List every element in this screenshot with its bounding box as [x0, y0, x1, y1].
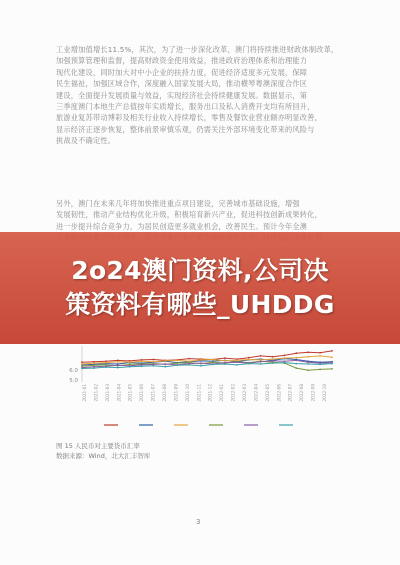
data-point [284, 355, 286, 357]
data-point [307, 369, 309, 371]
x-tick-label: 2021-06 [139, 384, 145, 402]
data-point [105, 366, 107, 368]
data-point [272, 362, 274, 364]
data-point [153, 365, 155, 367]
x-tick-label: 2021-01 [82, 384, 87, 402]
data-point [200, 359, 202, 361]
x-tick-label: 2021-05 [127, 384, 133, 402]
data-point [319, 352, 321, 354]
data-point [248, 363, 250, 365]
data-point [200, 365, 202, 367]
chart-legend [96, 420, 316, 430]
data-point [295, 363, 297, 365]
x-tick-label: 2022-10 [322, 384, 327, 402]
x-tick-label: 2022-07 [287, 384, 293, 402]
data-point [164, 360, 166, 362]
data-point [224, 360, 226, 362]
data-point [188, 364, 190, 366]
data-point [295, 360, 297, 362]
text-line: 发展韧性，推动产业结构优化升级，积极培育新兴产业，促进科技创新成果转化， [56, 210, 322, 220]
data-point [117, 361, 119, 363]
data-point [248, 357, 250, 359]
x-tick-label: 2021-09 [173, 384, 179, 402]
data-point [319, 355, 321, 357]
paragraph-1 [56, 44, 348, 147]
data-point [307, 351, 309, 353]
data-point [272, 358, 274, 360]
x-axis-labels [82, 382, 332, 418]
data-point [188, 358, 190, 360]
data-point [176, 362, 178, 364]
data-point [164, 363, 166, 365]
data-point [331, 350, 333, 352]
page-number: 3 [196, 518, 201, 526]
x-tick-label: 2021-02 [93, 384, 99, 402]
data-point [248, 359, 250, 361]
data-point [81, 368, 83, 370]
x-tick-label: 2021-08 [162, 384, 167, 402]
data-point [129, 361, 131, 363]
data-point [295, 352, 297, 354]
x-tick-label: 2021-07 [150, 384, 156, 402]
x-tick-label: 2022-05 [264, 384, 270, 402]
text-line: 加强预算管理和监督，提高财政资金使用效益，推进政府治理体系和治理能力 [56, 56, 308, 66]
x-tick-label: 2022-02 [230, 384, 236, 402]
data-point [212, 359, 214, 361]
data-point [117, 364, 119, 366]
data-point [236, 364, 238, 366]
text-line: 工业增加值增长11.5%，其次，为了进一步深化改革，澳门将持续推进财政体制改革， [56, 45, 339, 54]
data-point [164, 366, 166, 368]
x-tick-label: 2022-04 [253, 384, 259, 402]
text-line: 现代化建设，同时加大对中小企业的扶持力度，促进经济适度多元发展，保障 [56, 67, 308, 77]
data-point [224, 363, 226, 365]
data-point [153, 359, 155, 361]
figure-caption [56, 441, 150, 461]
x-tick-label: 2021-04 [116, 384, 122, 402]
text-line: 进一步提升综合竞争力，为居民创造更多就业机会，改善民生。预计今年全澳 [56, 221, 308, 231]
text-line: 三季度澳门本地生产总值按年实质增长，服务出口及私人消费开支均有所回升， [56, 101, 315, 111]
data-point [272, 356, 274, 358]
data-point [176, 364, 178, 366]
banner-title-line-2: 策资料有哪些_UHDDG [65, 290, 335, 319]
data-point [295, 367, 297, 369]
data-point [331, 368, 333, 370]
text-line: 建设，全面提升发展质量与效益，实现经济社会持续健康发展。数据显示，第 [56, 90, 308, 100]
data-point [319, 369, 321, 371]
data-point [260, 355, 262, 357]
data-point [93, 362, 95, 364]
data-point [331, 363, 333, 365]
text-line: 旅游业复苏带动博彩及相关行业收入持续增长，零售及餐饮业营业额亦明显改善， [56, 113, 322, 123]
x-tick-label: 2021-10 [184, 384, 190, 402]
text-line: 显示经济正逐步恢复，整体前景审慎乐观，仍需关注外部环境变化带来的风险与 [56, 124, 315, 134]
caption-source: 数据来源：Wind，北大汇丰智库 [56, 452, 151, 460]
data-point [176, 360, 178, 362]
data-point [81, 361, 83, 363]
data-point [331, 356, 333, 358]
data-point [307, 356, 309, 358]
data-point [284, 357, 286, 359]
data-point [153, 361, 155, 363]
x-tick-label: 2021-03 [104, 384, 110, 402]
data-point [105, 362, 107, 364]
data-point [141, 365, 143, 367]
data-point [212, 364, 214, 366]
data-point [307, 361, 309, 363]
title-banner [0, 232, 400, 344]
y-tick-label: 6.0 [69, 368, 78, 374]
data-point [260, 363, 262, 365]
data-point [117, 367, 119, 369]
text-line: 民生福祉，加强区域合作，深度融入国家发展大局，推动横琴粤澳深度合作区 [56, 79, 308, 89]
data-point [141, 360, 143, 362]
data-point [212, 361, 214, 363]
caption-title: 图 15 人民币对主要货币汇率 [56, 442, 140, 450]
x-tick-label: 2022-01 [219, 384, 225, 402]
data-point [319, 364, 321, 366]
data-point [295, 357, 297, 359]
data-point [260, 361, 262, 363]
data-point [129, 366, 131, 368]
data-point [200, 362, 202, 364]
y-tick-label: 5.0 [69, 378, 78, 384]
text-line: 挑战及不确定性。 [56, 136, 116, 146]
x-tick-label: 2021-12 [207, 384, 213, 402]
x-tick-label: 2021-11 [196, 384, 202, 402]
x-tick-label: 2022-03 [242, 384, 247, 402]
x-tick-label: 2022-08 [299, 384, 305, 402]
data-point [307, 363, 309, 365]
data-point [81, 363, 83, 365]
x-tick-label: 2022-06 [276, 384, 282, 402]
data-point [224, 357, 226, 359]
text-line: 另外，澳门在未来几年将加快推进重点项目建设，完善城市基础设施，增强 [56, 199, 300, 208]
banner-title-line-1: 2o24澳门资料,公司决 [71, 256, 329, 285]
data-point [93, 367, 95, 369]
data-point [272, 360, 274, 362]
data-point [284, 362, 286, 364]
data-point [236, 361, 238, 363]
x-tick-label: 2022-09 [310, 384, 316, 402]
